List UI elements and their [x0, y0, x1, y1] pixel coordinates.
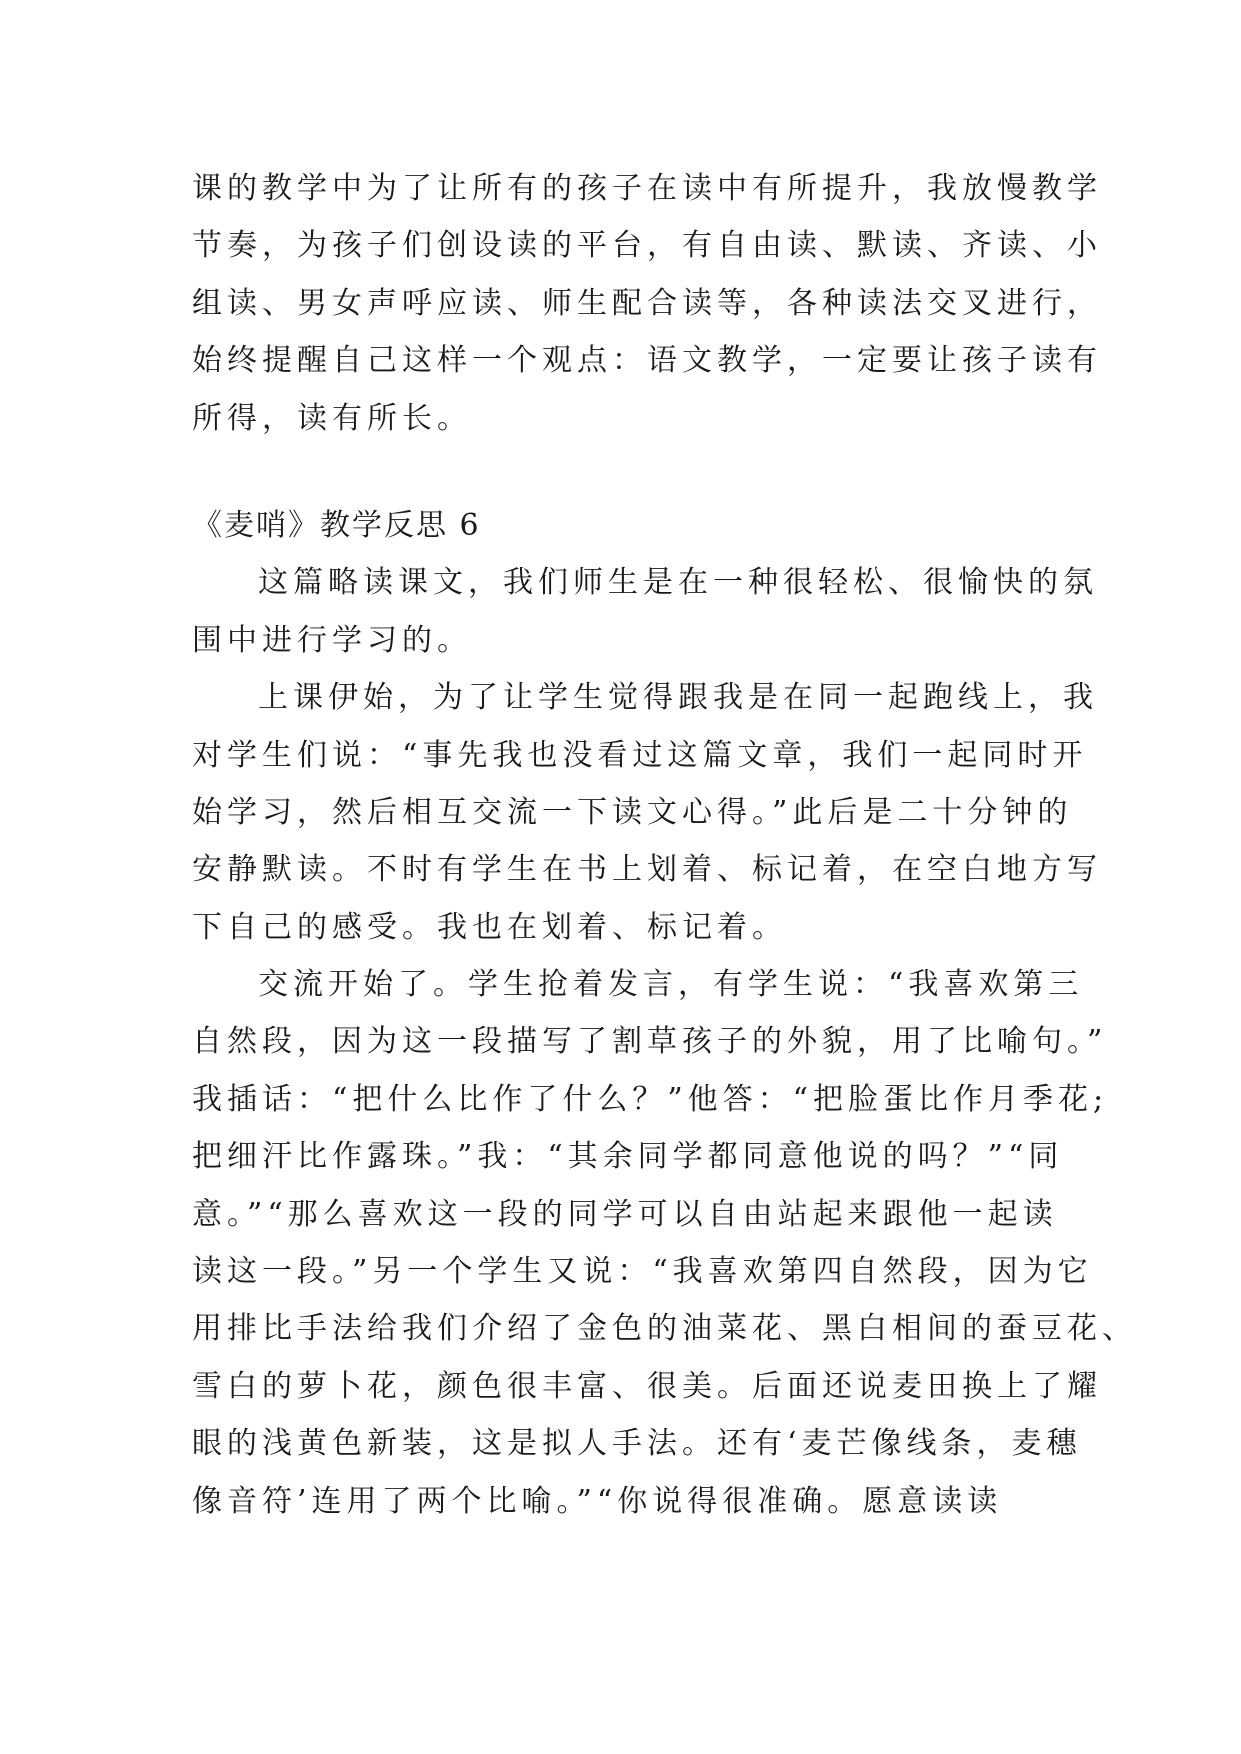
text-line: 我插话：“把什么比作了什么？”他答：“把脸蛋比作月季花;: [192, 1081, 1109, 1117]
text-line: 意。”“那么喜欢这一段的同学可以自由站起来跟他一起读: [192, 1196, 1058, 1232]
text-line: 雪白的萝卜花，颜色很丰富、很美。后面还说麦田换上了耀: [192, 1368, 1102, 1404]
section-title: 《麦哨》教学反思 6: [192, 507, 481, 543]
text-line: 组读、男女声呼应读、师生配合读等，各种读法交叉进行，: [192, 285, 1102, 321]
text-line: 课的教学中为了让所有的孩子在读中有所提升，我放慢教学: [192, 171, 1102, 206]
text-line: 这篇略读课文，我们师生是在一种很轻松、很愉快的氛: [258, 565, 1098, 601]
text-line: 所得，读有所长。: [192, 400, 472, 436]
text-line: 上课伊始，为了让学生觉得跟我是在同一起跑线上，我: [258, 680, 1098, 716]
document-page: [192, 160, 1137, 1530]
text-line: 像音符’连用了两个比喻。”“你说得很准确。愿意读读: [192, 1483, 1003, 1519]
text-line: 围中进行学习的。: [192, 622, 472, 658]
text-line: 读这一段。”另一个学生又说：“我喜欢第四自然段，因为它: [192, 1254, 1093, 1290]
text-line: 眼的浅黄色新装，这是拟人手法。还有‘麦芒像线条，麦穗: [192, 1426, 1082, 1462]
text-line: 对学生们说：“事先我也没看过这篇文章，我们一起同时开: [192, 737, 1088, 773]
text-line: 用排比手法给我们介绍了金色的油菜花、黑白相间的蚕豆花、: [192, 1311, 1137, 1347]
continuation-paragraph: [192, 160, 1102, 447]
text-line: 节奏，为孩子们创设读的平台，有自由读、默读、齐读、小: [192, 228, 1102, 264]
text-line: 自然段，因为这一段描写了割草孩子的外貌，用了比喻句。”: [192, 1024, 1108, 1060]
paragraph-1: [192, 554, 1098, 669]
paragraph-3: [192, 956, 1137, 1530]
text-line: 交流开始了。学生抢着发言，有学生说：“我喜欢第三: [258, 967, 1084, 1003]
paragraph-2: [192, 669, 1102, 956]
text-line: 把细汗比作露珠。”我：“其余同学都同意他说的吗？”“同: [192, 1139, 1064, 1175]
text-line: 始终提醒自己这样一个观点：语文教学，一定要让孩子读有: [192, 343, 1102, 379]
text-line: 安静默读。不时有学生在书上划着、标记着，在空白地方写: [192, 852, 1102, 888]
text-line: 下自己的感受。我也在划着、标记着。: [192, 909, 787, 945]
text-line: 始学习，然后相互交流一下读文心得。”此后是二十分钟的: [192, 794, 1073, 830]
